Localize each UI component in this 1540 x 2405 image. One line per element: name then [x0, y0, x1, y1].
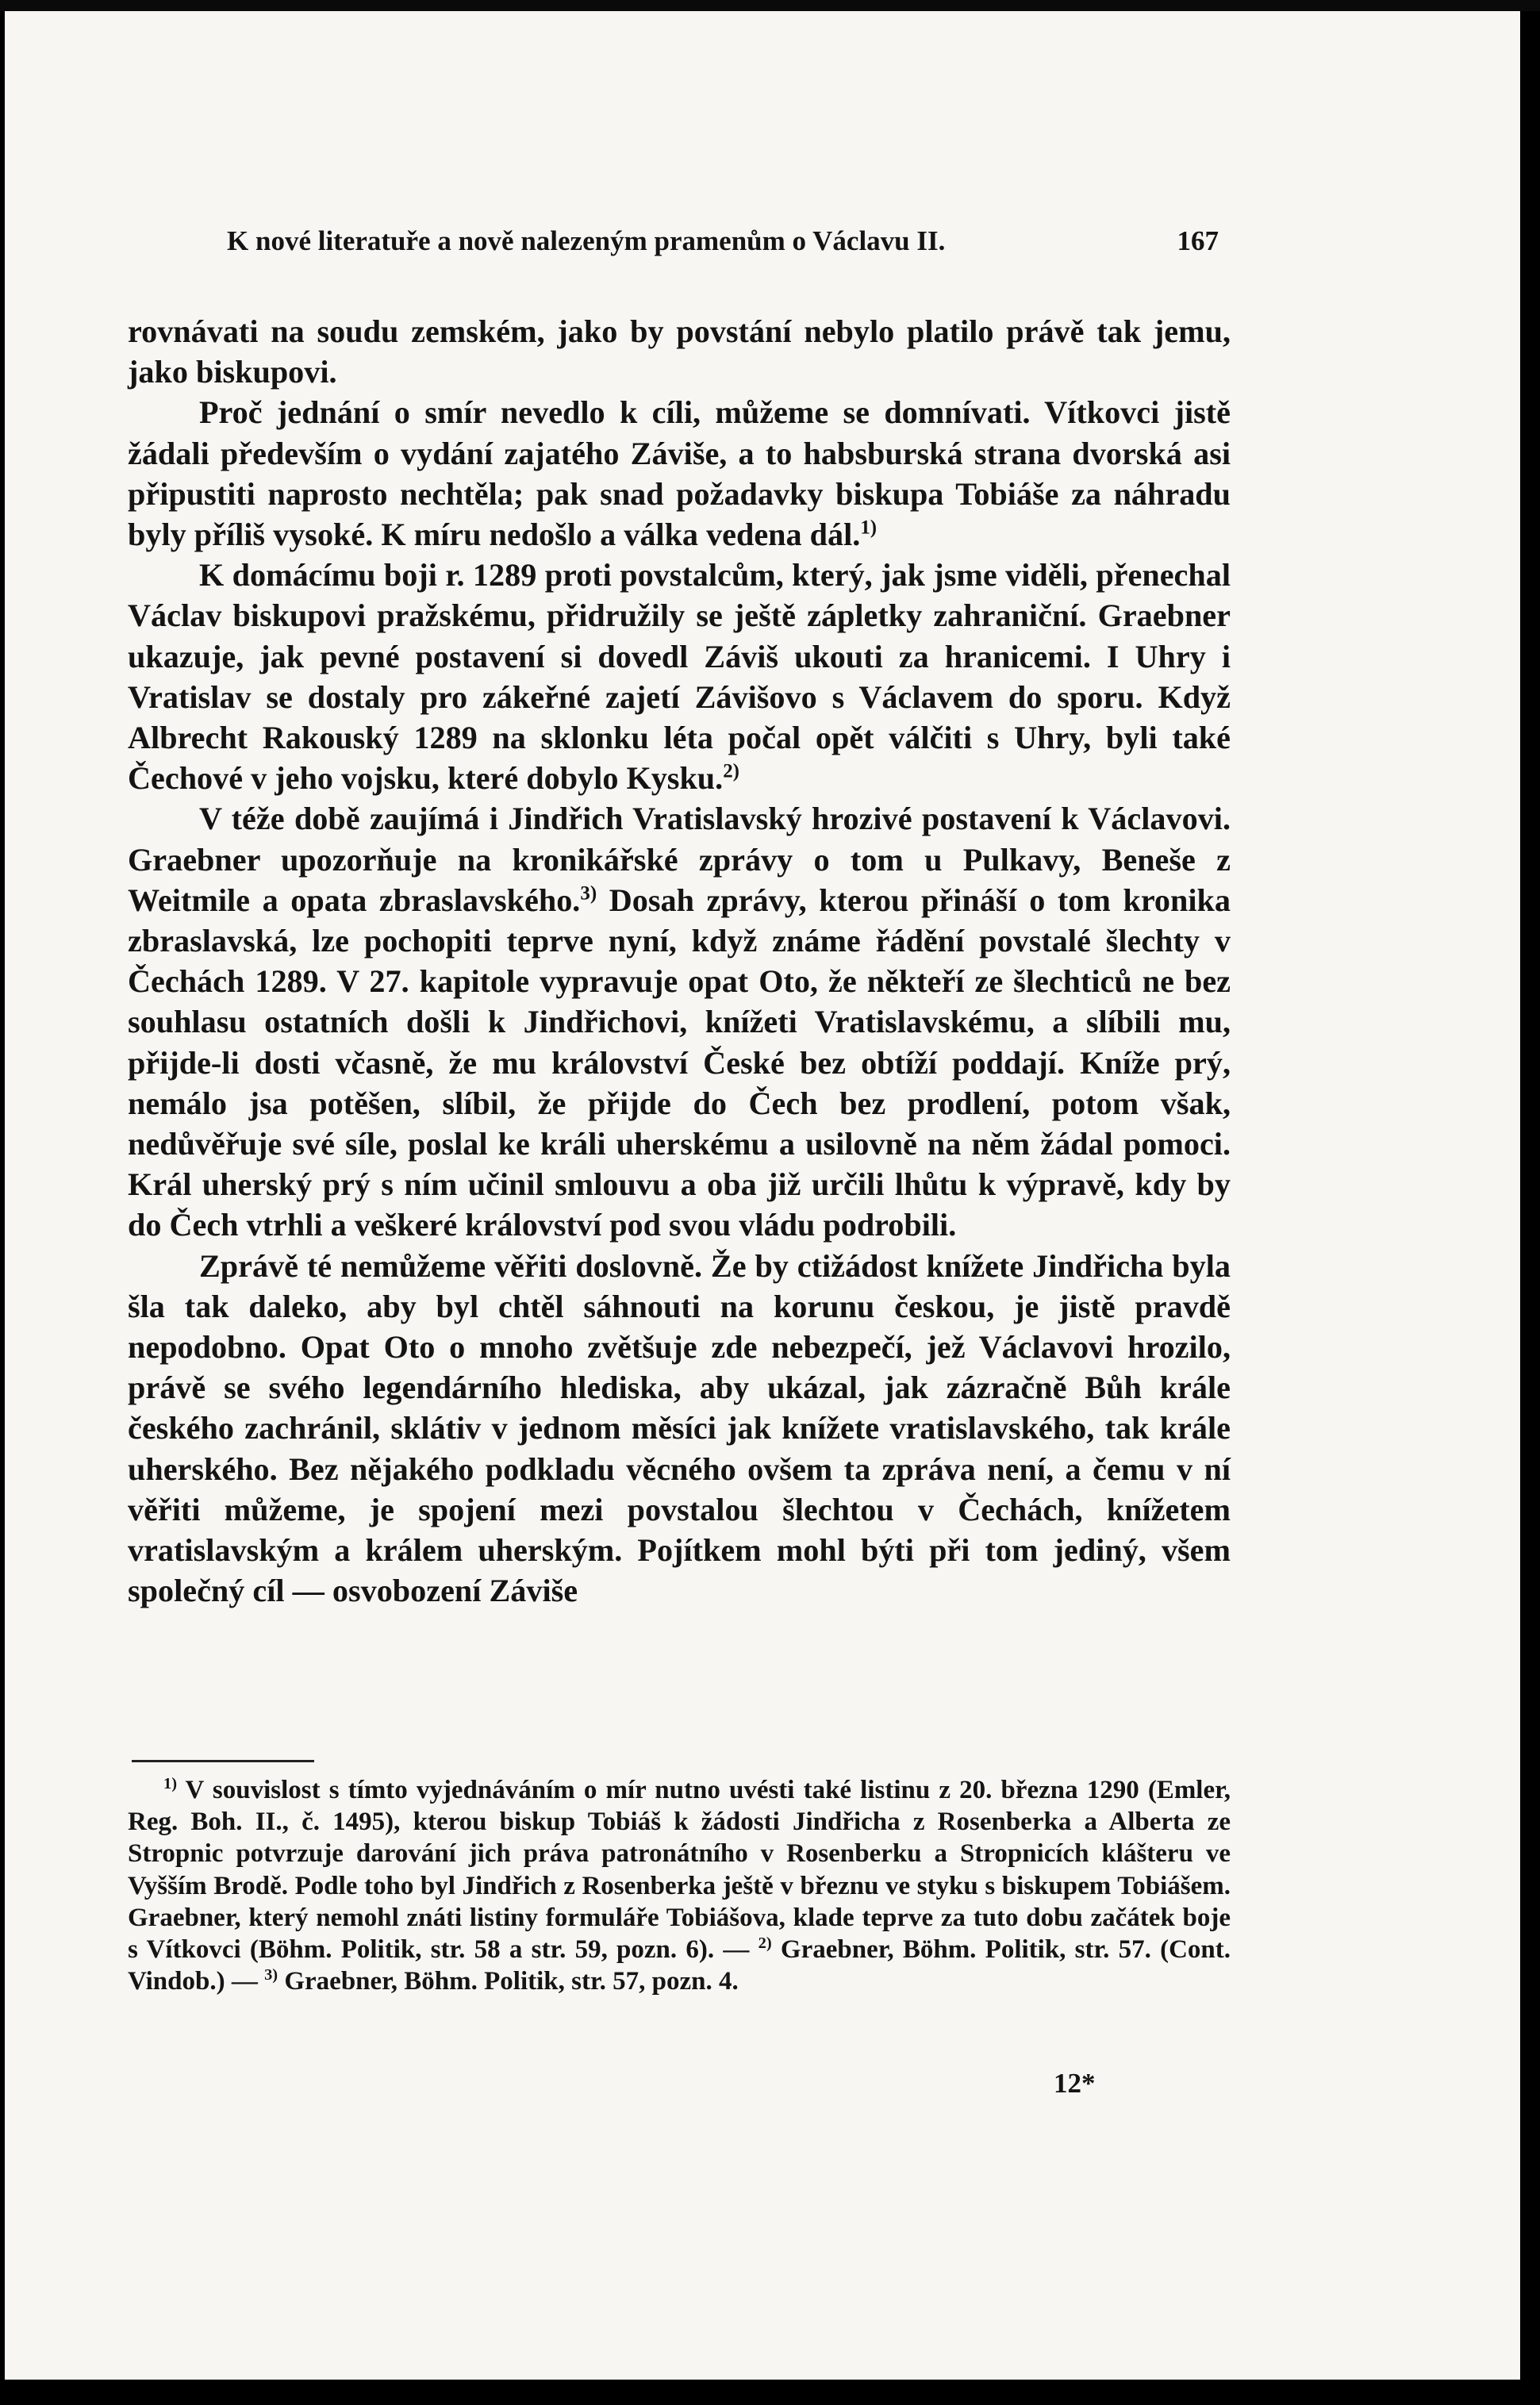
paragraph-4-text-a: V téže době zaujímá i Jindřich Vratislavský hrozivé postavení k Václavovi. Graebner upozorňuje na kronikářské zprávy o tom u Pulkavy, Beneše z Weitmile a opata zbraslavského.: [128, 801, 1231, 918]
footnote-mark-2: 2): [758, 1934, 772, 1953]
page-header: [227, 225, 1219, 265]
paragraph-5-text: Zprávě té nemůžeme věřiti doslovně. Že by ctižádost knížete Jindřicha byla šla tak daleko, aby byl chtěl sáhnouti na korunu českou, je jistě pravdě nepodobno. Opat Oto o mnoho zvětšuje zde nebezpečí, jež Václavovi hrozilo, právě se svého legendárního hlediska, aby ukázal, jak zázračně Bůh krále českého zachránil, sklátiv v jednom měsíci jak knížete vratislavského, tak krále uherského. Bez nějakého podkladu věcného ovšem ta zpráva není, a čemu v ní věřiti můžeme, je spojení mezi povstalou šlechtou v Čechách, knížetem vratislavským a králem uherským. Pojítkem mohl býti při tom jediný, všem společný cíl — osvobození Záviše: [128, 1247, 1231, 1609]
footnote-3-text: Graebner, Böhm. Politik, str. 57, pozn. 4.: [284, 1967, 739, 1996]
scan-top-border: [0, 0, 1540, 11]
printer-signature: 12*: [1054, 2068, 1096, 2099]
footnote-ref-1: 1): [860, 517, 878, 539]
paragraph-2-text: Proč jednání o smír nevedlo k cíli, můžeme se domnívati. Vítkovci jistě žádali především o vydání zajatého Záviše, a to habsburská strana dvorská asi připustiti naprosto nechtěla; pak snad požadavky biskupa Tobiáše za náhradu byly příliš vysoké. K míru nedošlo a válka vedena dál.: [128, 394, 1231, 553]
paragraph-5: [128, 1246, 1231, 1612]
paragraph-4: [128, 798, 1231, 1245]
footnote-2-text: Graebner, Böhm. Politik, str. 57. (Cont. Vindob.) —: [128, 1935, 1231, 1996]
footnote-block: [128, 1774, 1231, 1997]
book-page: [5, 11, 1520, 2380]
footnote-mark-3: 3): [264, 1966, 278, 1984]
footnote-separator: [132, 1760, 314, 1762]
footnotes: [128, 1774, 1231, 1997]
paragraph-1: [128, 311, 1231, 392]
paragraph-1-text: rovnávati na soudu zemském, jako by povstání nebylo platilo právě tak jemu, jako biskupovi.: [128, 313, 1231, 390]
page-number: 167: [1177, 225, 1219, 256]
paragraph-3: [128, 555, 1231, 798]
footnote-1-text: V souvislost s tímto vyjednáváním o mír nutno uvésti také listinu z 20. března 1290 (Emler, Reg. Boh. II., č. 1495), kterou biskup Tobiáš k žádosti Jindřicha z Rosenberka a Alberta ze Stropnic potvrzuje darování jich práva patronátního v Rosenberku a Stropnicích klášteru ve Vyšším Brodě. Podle toho byl Jindřich z Rosenberka ještě v březnu ve styku s biskupem Tobiášem. Graebner, který nemohl znáti listiny formuláře Tobiášova, klade teprve za tuto dobu začátek boje s Vítkovci (Böhm. Politik, str. 58 a str. 59, pozn. 6). —: [128, 1776, 1231, 1965]
paragraph-3-text: K domácímu boji r. 1289 proti povstalcům, který, jak jsme viděli, přenechal Václav biskupovi pražskému, přidružily se ještě zápletky zahraniční. Graebner ukazuje, jak pevné postavení si dovedl Záviš ukouti za hranicemi. I Uhry i Vratislav se dostaly pro zákeřné zajetí Závišovo s Václavem do sporu. Když Albrecht Rakouský 1289 na sklonku léta počal opět válčiti s Uhry, byli také Čechové v jeho vojsku, které dobylo Kysku.: [128, 557, 1231, 797]
paragraph-4-text-b: Dosah zprávy, kterou přináší o tom kronika zbraslavská, lze pochopiti teprve nyní, když známe řádění povstalé šlechty v Čechách 1289. V 27. kapitole vypravuje opat Oto, že někteří ze šlechticů ne bez souhlasu ostatních došli k Jindřichovi, knížeti Vratislavskému, a slíbili mu, přijde-li dosti včasně, že mu království České bez obtíží poddají. Kníže prý, nemálo jsa potěšen, slíbil, že přijde do Čech bez prodlení, potom však, nedůvěřuje své síle, poslal ke králi uherskému a usilovně na něm žádal pomoci. Král uherský prý s ním učinil smlouvu a oba již určili lhůtu k výpravě, kdy by do Čech vtrhli a veškeré království pod svou vládu podrobili.: [128, 882, 1231, 1243]
footnote-mark-1: 1): [163, 1775, 178, 1792]
footnote-ref-3: 3): [580, 882, 597, 905]
running-title: K nové literatuře a nově nalezeným pramenům o Václavu II.: [227, 225, 946, 256]
main-text: [128, 311, 1231, 1612]
paragraph-2: [128, 392, 1231, 555]
footnote-ref-2: 2): [723, 760, 739, 782]
